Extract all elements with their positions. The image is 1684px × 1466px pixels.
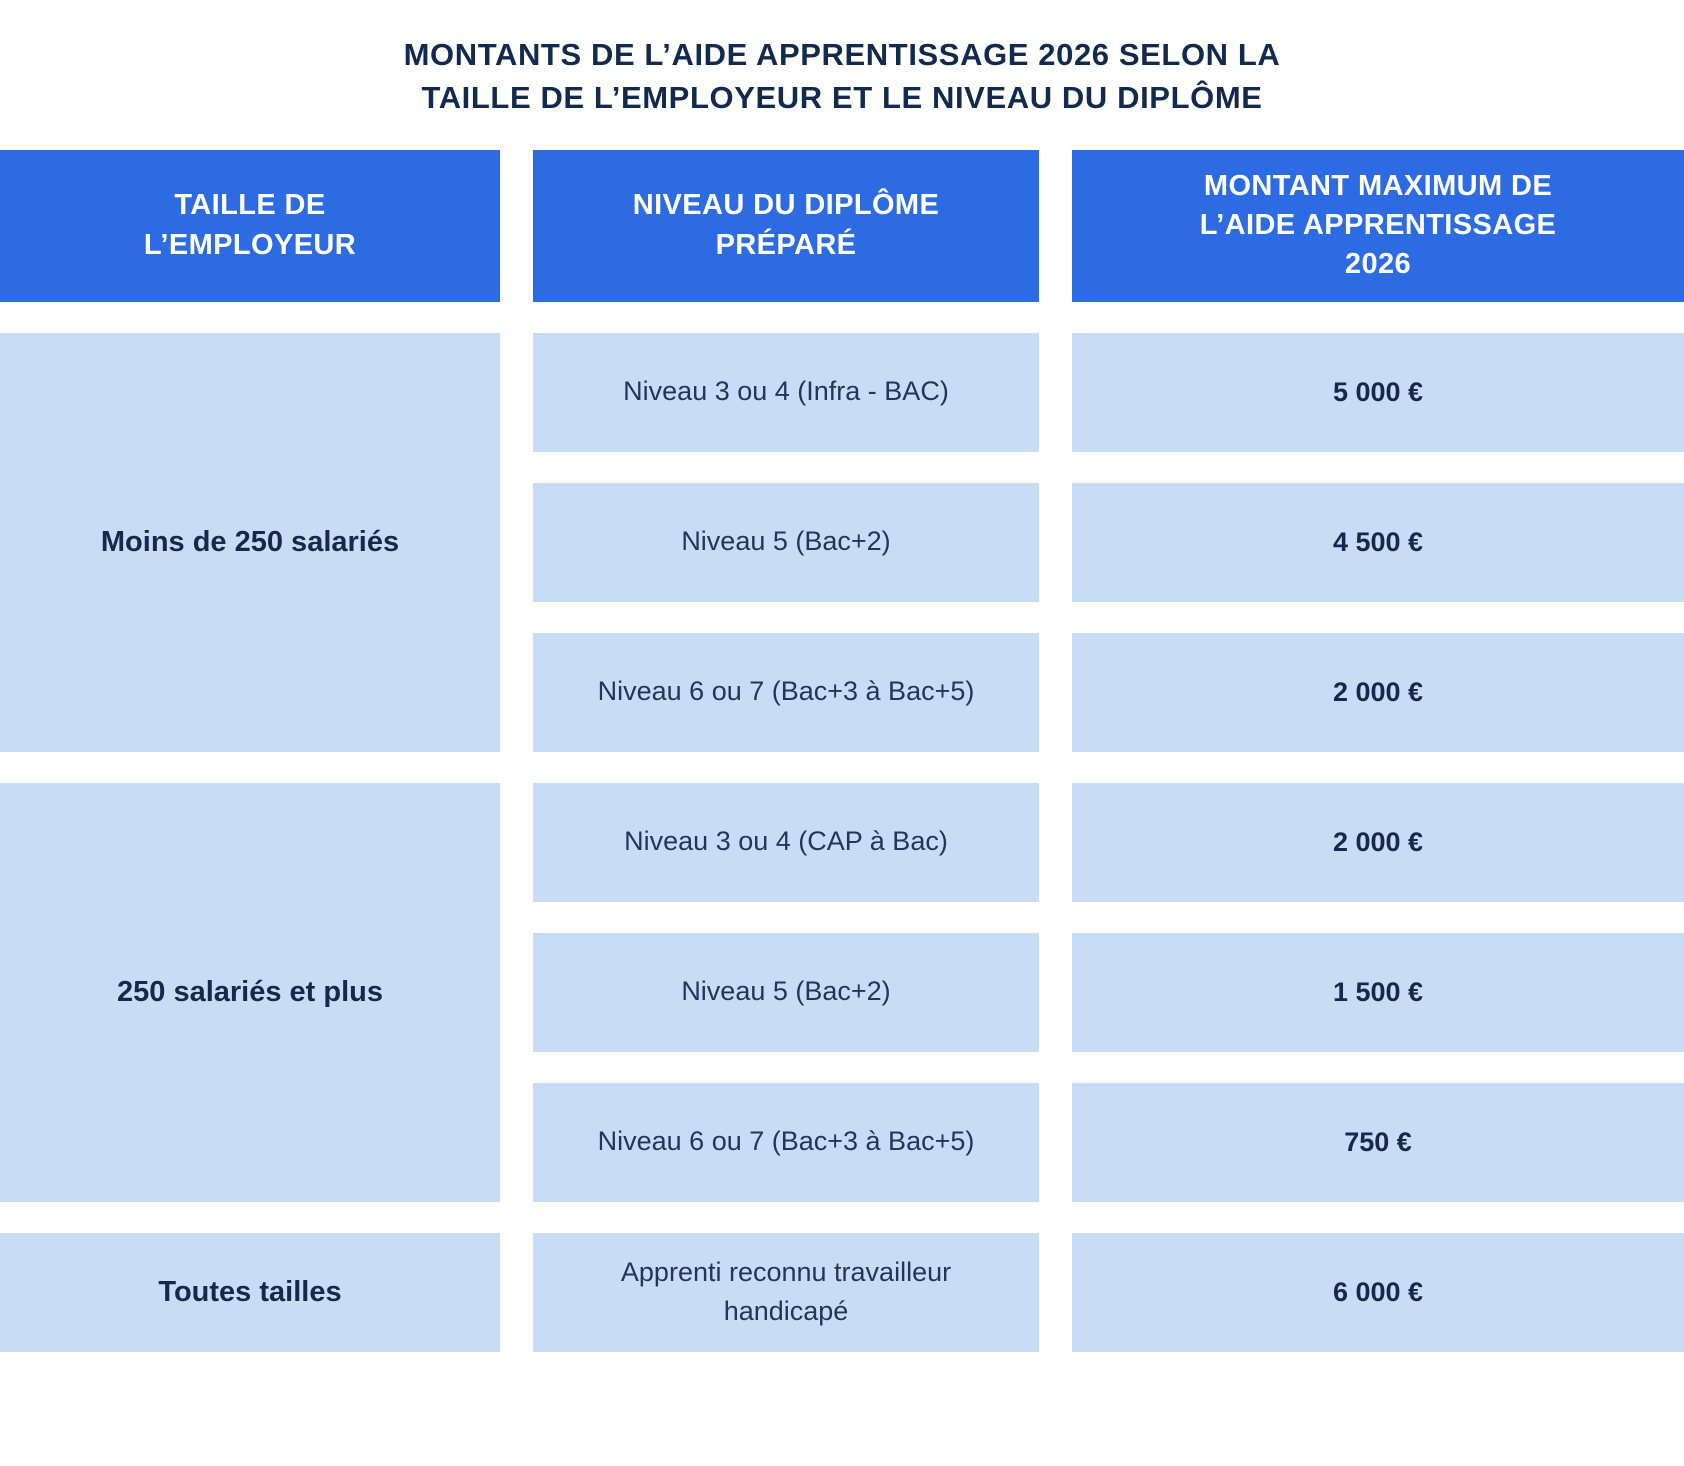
amount-label: 2 000 € [1332,826,1424,857]
amount-cell [1072,483,1684,602]
amount-cell [1072,1233,1684,1352]
employer-size-cell-250-plus [0,783,500,1202]
header-max-amount-line-1: MONTANT MAXIMUM DE [1203,169,1553,202]
diploma-cell [533,1233,1039,1352]
employer-size-cell-under-250 [0,333,500,752]
diploma-label: Niveau 3 ou 4 (Infra - BAC) [623,376,949,407]
header-diploma-level-line-1: NIVEAU DU DIPLÔME [632,189,940,222]
diploma-cell [533,483,1039,602]
amount-cell [1072,633,1684,752]
amount-label: 750 € [1344,1126,1412,1157]
header-max-amount-line-2: L’AIDE APPRENTISSAGE [1199,208,1557,241]
diploma-label: Niveau 3 ou 4 (CAP à Bac) [624,826,948,857]
diploma-cell [533,783,1039,902]
diploma-label: Niveau 6 ou 7 (Bac+3 à Bac+5) [597,676,975,707]
amount-label: 5 000 € [1332,376,1424,407]
amount-cell [1072,783,1684,902]
diploma-cell [533,333,1039,452]
employer-size-label: 250 salariés et plus [117,975,383,1008]
header-cell-employer-size [0,150,500,302]
page-title [0,0,1684,120]
diploma-label: Niveau 6 ou 7 (Bac+3 à Bac+5) [597,1126,975,1157]
employer-size-label: Moins de 250 salariés [100,525,400,558]
aid-amounts-table [0,150,1684,1352]
diploma-cell [533,633,1039,752]
amount-label: 2 000 € [1332,676,1424,707]
amount-label: 4 500 € [1332,526,1424,557]
header-cell-max-amount [1072,150,1684,302]
page-title-line-2: TAILLE DE L’EMPLOYEUR ET LE NIVEAU DU DIPLÔME [421,79,1263,115]
diploma-label: Apprenti reconnu travailleur handicapé [620,1256,952,1327]
page-title-line-1: MONTANTS DE L’AIDE APPRENTISSAGE 2026 SELON LA [403,37,1281,72]
header-employer-size-line-1: TAILLE DE [174,189,326,222]
diploma-cell [533,933,1039,1052]
amount-cell [1072,333,1684,452]
header-max-amount-text [1200,167,1557,284]
header-employer-size-text [144,186,356,264]
amount-cell [1072,933,1684,1052]
header-cell-diploma-level [533,150,1039,302]
header-diploma-level-line-2: PRÉPARÉ [715,228,857,261]
amount-label: 6 000 € [1332,1276,1424,1307]
diploma-label: Niveau 5 (Bac+2) [681,976,891,1007]
header-max-amount-line-3: 2026 [1344,248,1412,281]
amount-cell [1072,1083,1684,1202]
header-employer-size-line-2: L’EMPLOYEUR [143,228,357,261]
diploma-cell [533,1083,1039,1202]
employer-size-cell-all-sizes [0,1233,500,1352]
amount-label: 1 500 € [1332,976,1424,1007]
header-diploma-level-text [633,186,940,264]
diploma-label: Niveau 5 (Bac+2) [681,526,891,557]
employer-size-label: Toutes tailles [158,1275,342,1308]
